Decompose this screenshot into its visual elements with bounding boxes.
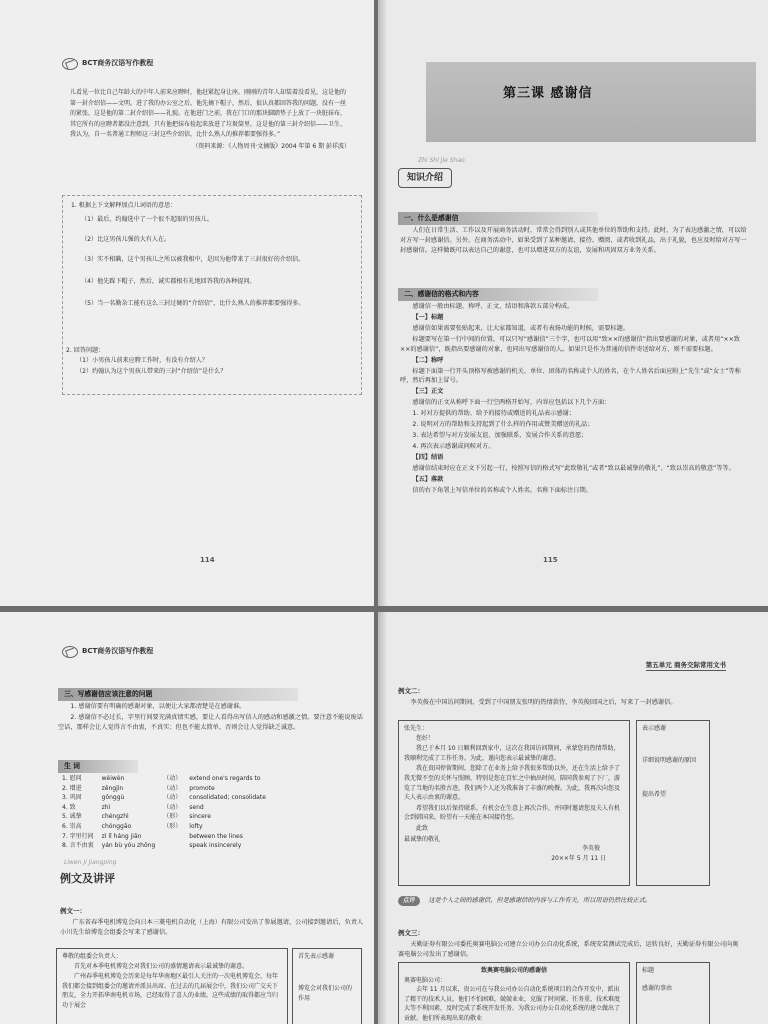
letter-paragraph: 广州春季电机博览会历来是每年华南地区最引人关注的一次电机博览会，每年我们都会接到组委会的邀请并派员出席。在过去的几届展会中，我们公司广交天下朋友，全力开拓华南电机市场，已经取得了喜人的业绩。这些成绩的取得都应当归功于展会 [62,973,279,1009]
example1-label: 例文一： [60,907,86,915]
vocab-row [62,841,274,851]
vocab-heading: 生 词 [58,760,138,773]
letter-paragraph: 首先对本季电机博览会对我们公司的盛情邀请表示最诚挚的谢意。 [74,962,249,970]
side-note: 提出希望 [642,791,667,799]
vocab-pinyin: yán bù yóu zhōng [101,842,156,850]
body-paragraph: 天勤证券有限公司委托奥赛电脑公司建立公司办公自动化系统，系统安装测试完成后，运转良好，天勤证券有限公司向奥赛电脑公司发出了感谢信。 [398,941,739,958]
section-heading: 一、什么是感谢信 [398,212,598,225]
brand-text: BCT商务汉语写作教程 [82,647,154,656]
letter-closing: 此致 [416,824,429,832]
body-paragraph: 人们在日常生活、工作以及开展商务活动时，常常会得到别人或其他单位的帮助和支持。此时，为了表达感激之情，可以给对方写一封感谢信。另外，在商务活动中，如果受到了某种邀请、接待、赠阅，或者收到礼品，出于礼貌，也应及时给对方写一封感谢信。这样做既可以表达自己的谢意，也可以增进双方的友谊，发展和巩固双方业务关系。 [400,227,747,254]
vocab-row [62,793,274,803]
vocab-meaning: speak insincerely [189,842,242,850]
passage [70,88,350,152]
vocab-pinyin: chónggāo [101,822,132,830]
vocab-word: 7. 字里行间 [62,832,94,840]
body-paragraph: 广东省春季电机博览会向日本三菱电机自动化（上海）有限公司发出了参展邀请，公司接到邀请后，负责人小川先生给博览会组委会写来了感谢信。 [60,919,364,936]
vocab-pos: （形） [163,822,182,830]
page-115 [378,0,768,606]
vocab-pinyin: gǒnggù [101,794,125,802]
letter-salutation: 张先生： [404,725,429,732]
section-heading: 三、写感谢信应该注意的问题 [58,688,298,701]
section2-body [400,302,750,497]
body-paragraph: 2. 感谢信不必过长，字里行间要充满真情实感，要让人看得出写信人的感动和感激之情。要注意不能说废话空话，那样会让人觉得言不由衷，不真实；但也不能太简单，否则会让人觉得缺乏诚意。 [58,713,363,731]
vocab-pos: （动） [163,784,182,792]
vocab-word: 2. 增进 [62,784,82,792]
unit-header: 第五单元 商务交际常用文书 [646,660,726,671]
vocab-meaning: lofty [189,822,203,830]
vocab-pos: （形） [163,813,182,821]
letter-paragraph: 希望我们以后保持联系，有机会在生意上再次合作，并同时邀请您及夫人有机会到韩国来，盼望有一天能在本国接待您。 [404,804,621,822]
knowledge-tab: 知识介绍 [398,168,452,188]
vocab-meaning: extend one's regards to [189,775,261,782]
body-paragraph: 标题要写在第一行中间的位置，可以只写“感谢信”三个字，也可以用“致××的感谢信”指出要感谢的对象，或者用“××致××的感谢信”，既指出要感谢的对象，也同出写感谢信的人。如果只是作为普通的信件寄送给对方，则不需要标题。 [400,335,740,353]
page-114 [0,0,374,606]
list-item: 3. 表达希望与对方发展友谊、加强联系、发展合作关系的意愿； [412,432,588,440]
page-number: 114 [200,556,215,564]
vocab-pinyin: chéngzhì [101,813,129,821]
letter-title: 致奥赛电脑公司的感谢信 [480,967,547,974]
section-heading: 二、感谢信的格式和内容 [398,288,598,301]
book-gutter [378,612,388,1024]
vocab-pos: （动） [163,794,182,802]
body-paragraph: 感谢信结束时应在正文下另起一行，按照写信的格式写“此致敬礼”或者“致以最诚挚的敬礼”、“致以崇高的敬意”等等。 [412,464,735,472]
vocab-word: 6. 崇高 [62,822,82,830]
brand-text: BCT商务汉语写作教程 [82,59,154,68]
commentary-badge: 点评 [398,896,420,906]
book-gutter [378,0,388,606]
side-note: 博览会对我们公司的作用 [298,985,353,1003]
page-number: 115 [543,556,558,564]
passage-paragraph: 儿看见一位比自己年龄大的中年人前来应聘时，他赶紧起身让座。刚刚的青年人却装着没看见，这是他的第一封介绍信——文明。进了我的办公室之后，他先摘下帽子，然后，很认真都回答我的问题，没有一丝的紧张，这是他的第二封介绍信——礼貌。在他进门之前，我在门口的那块脚踏垫子上放了一块脏抹布，其它所有的应聘者都没注意到，只有他把抹布捡起来放进了垃圾筒里，这是他的第三封介绍信——卫生、我认为，自一名普通工程师这三封这些介绍信，比什么熟人的推荐都要强得多。” [70,89,347,138]
example1-intro [60,918,366,939]
vocab-word: 8. 言不由衷 [62,842,94,850]
vocab-meaning: between the lines [189,832,243,840]
body-paragraph: 感谢信一般由标题、称呼、正文、结语和落款五部分构成。 [412,303,574,310]
vocab-pos [163,832,189,842]
vocab-pinyin: wèiwèn [101,775,125,782]
vocab-pinyin: zēngjìn [101,784,124,792]
body-paragraph: 李英俊在中国访问期间，受到了中国朋友张明的热情款待，李英俊回国之后，写来了一封感谢信。 [410,699,677,706]
list-item: 1. 对对方提供的帮助、给予的接待或赠送的礼品表示感谢； [412,410,575,418]
letter-salutation: 尊敬的组委会负责人： [62,953,123,960]
side-notes [292,948,362,1024]
vocab-row [62,822,274,832]
example3-intro [398,940,740,961]
body-paragraph: 感谢信的正文从称呼下面一行空两格开始写，内容应包括以下几个方面： [412,399,611,407]
examples-title: 例文及讲评 [60,872,115,885]
commentary-text: 这是个人之间的感谢信，但是感谢信的内容与工作有关，所以用语仍然比较正式。 [428,897,652,904]
vocab-word: 5. 诚挚 [62,813,82,821]
vocab-pos [163,841,189,851]
letter-paragraph: 您好！ [416,734,435,742]
vocab-word: 3. 巩固 [62,794,82,802]
letter-signature: 李英俊 [581,845,600,853]
section1-body [400,226,750,257]
vocab-pinyin: zì lǐ háng jiān [101,832,142,840]
section3-body [58,702,364,734]
vocab-row [62,812,274,822]
lesson-title: 第三课 感谢信 [503,86,593,101]
letter-closing: 最诚挚的敬礼 [404,835,441,843]
vocab-row [62,774,274,784]
page-116 [0,612,374,1024]
subheading: 【二】称呼 [412,356,444,364]
side-note: 详细说明感谢的原因 [642,757,697,765]
subheading: 【一】标题 [412,313,444,321]
letter-box [398,962,630,1024]
side-note: 表示感谢 [642,725,667,732]
exercise2-item: （2）约翰认为这个男孩儿带来的三封“介绍信”是什么？ [76,367,227,375]
subheading: 【四】结语 [412,453,444,461]
bct-logo-icon [62,58,78,70]
exercise1-item: （5）当一名勤杂工能有这么三封过硬的“介绍信”，比什么熟人的推荐都要强得多。 [81,300,305,308]
side-note: 标题 [642,967,655,974]
vocab-pos: （动） [163,803,182,811]
passage-source: （资料来源：《人物周刊·文摘版》2004 年第 6 期 彭祥波） [192,142,350,150]
exercise1-item: （3）实不相瞒，这个男孩儿之所以被我相中，是因为他带来了三封很好的介绍信。 [81,256,305,264]
section-script-label: Zhi Shi Jie Shao [418,157,465,164]
letter-paragraph: 去年 11 月以来，贵公司在与我公司办公自动化系统项目的合作开发中，派出了精干的技术人员，他们不怕困难，兢兢业业，克服了时间紧、任务重、技术难度大等不利因素，及时完成了系统开发任务。为我公司办公自动化系统的建立做出了贡献。他们所表现出来的敬业 [404,986,621,1022]
subheading: 【五】落款 [412,475,444,483]
vocab-meaning: promote [189,784,215,792]
vocab-row [62,784,274,794]
letter-box [56,948,288,1024]
vocab-pos: （动） [163,775,182,782]
body-paragraph: 信的右下角署上写信单位的名称或个人姓名，名称下面标注日期。 [412,486,592,494]
bct-logo-icon [62,646,78,658]
vocab-meaning: consolidated; consolidate [189,794,266,802]
exercise2-title: 2. 回答问题： [66,347,105,354]
example3-label: 例文三： [398,929,424,937]
vocab-row [62,832,274,842]
commentary [398,896,740,906]
vocab-table [62,774,274,851]
body-paragraph: 感谢信如果需要张贴起来，让大家都知道，或者有表扬功能的时候，需要标题。 [412,324,629,332]
list-item: 2. 说明对方的帮助和支持起到了什么样的作用或赞美赠送的礼品； [412,421,594,429]
exercise1-item: （2）比这男孩儿强的大有人在。 [81,236,171,244]
side-notes [636,962,710,1024]
page-117 [378,612,768,1024]
vocab-meaning: sincere [189,813,211,821]
side-note: 首先表示感谢 [298,953,335,960]
exercise1-item: （4）他先跺下帽子，然后，诚实都根有礼地回答我的各种提问。 [81,278,256,286]
vocab-row [62,803,274,813]
exercise1-item: （1）最后，约翰选中了一个很不起眼的男孩儿。 [81,216,213,224]
list-item: 4. 再次表示感谢或问候对方。 [412,442,495,450]
subheading: 【三】正文 [412,388,444,396]
letter-date: 20××年 5 月 11 日 [551,854,606,862]
letter-salutation: 奥赛电脑公司： [404,976,447,984]
vocab-word: 1. 慰问 [62,775,82,782]
section-script-label: Liwen Ji Jiangping [64,859,117,866]
vocab-pinyin: zhì [101,803,111,811]
exercise-2 [66,346,366,377]
example2-intro [398,698,740,709]
body-paragraph: 标题下面第一行开头顶格写被感谢的机关、单位、团体的名称或个人的姓名，在个人姓名后面应附上“先生”或“女士”等称呼，然后再加上冒号。 [400,367,741,385]
vocab-word: 4. 致 [62,803,76,811]
body-paragraph: 1. 感谢信要有明确的感谢对象，以便让大家都清楚是在感谢谁。 [70,703,246,710]
book-brand [62,646,153,658]
letter-paragraph: 我在贵国停留期间，您除了在业务上给予我很多帮助以外，还在生活上给予了我无微不至的关怀与照顾，特别是您在百忙之中抽出时间，陪同我参观了下厂，游览了当地的名胜古迹，我们两个人还为我准备了丰盛的晚餐。为此，我再次向您及夫人表示由衷的谢意。 [404,765,621,802]
book-brand [62,58,153,70]
exercise2-item: （1）小男孩儿前来应聘工作时，有没有介绍人？ [76,357,208,365]
example2-label: 例文二： [398,687,424,695]
letter-box [398,720,630,886]
letter-paragraph: 我已于本月 10 日顺利回到家中，这次在我国访问期间，承蒙您的热情帮助，我顺利完成了工作任务。为此，谨向您表示最诚挚的谢意。 [404,745,620,762]
side-note: 感谢的事由 [642,985,673,993]
vocab-meaning: send [189,803,204,811]
side-notes [636,720,710,886]
exercise1-title: 1. 根据上下文解释加点儿词语的意思： [71,202,177,209]
